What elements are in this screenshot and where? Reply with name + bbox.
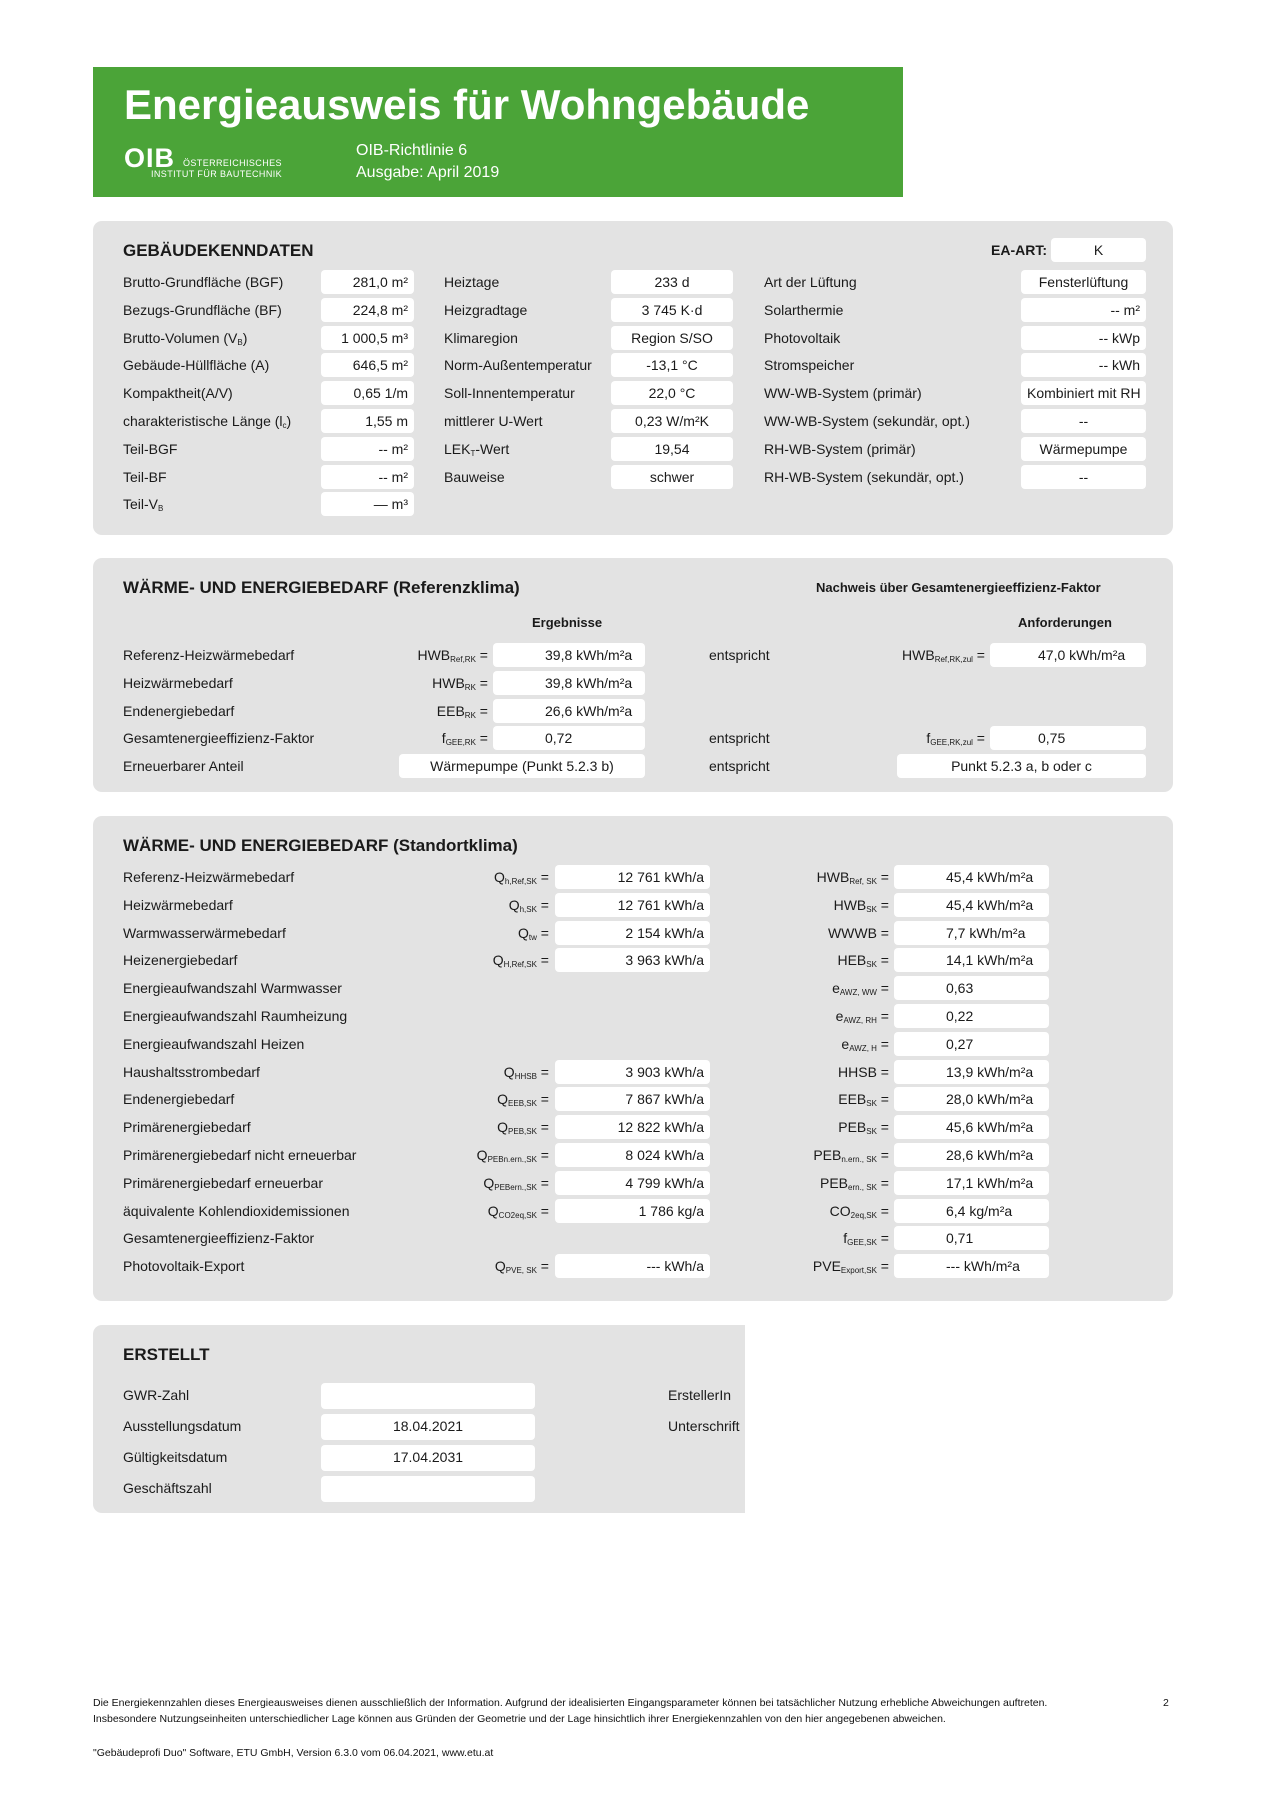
label-subscript: AWZ, RH — [843, 1016, 877, 1025]
document-title: Energieausweis für Wohngebäude — [124, 81, 810, 128]
label-subscript: T — [470, 448, 476, 458]
site-label: Primärenergiebedarf erneuerbar — [123, 1174, 323, 1191]
site-s-value: 0,22 — [894, 1004, 1049, 1028]
created-label: Geschäftszahl — [123, 1480, 212, 1496]
system-label: Photovoltaik — [764, 329, 841, 346]
climate-label: mittlerer U-Wert — [444, 413, 543, 429]
climate-value: schwer — [611, 465, 733, 489]
disclaimer-line1: Die Energiekennzahlen dieses Energieausweises dienen ausschließlich der Information. Aufgrund der idealisierten Eingangsparameter können bei tatsächlicher Nutzung erhebliche Abweichungen auftreten. — [93, 1697, 1048, 1709]
label-suffix: = — [876, 1035, 889, 1052]
label-subscript: GEE,RK,zul — [930, 738, 973, 748]
site-q-symbol — [495, 1257, 549, 1275]
site-s-value: 45,4 kWh/m²a — [894, 893, 1049, 917]
label-subscript: SK — [866, 960, 877, 970]
site-s-symbol — [838, 1118, 889, 1136]
label-suffix: = — [876, 1202, 889, 1219]
site-label: Endenergiebedarf — [123, 1091, 235, 1108]
site-s-symbol — [836, 1007, 889, 1025]
site-s-symbol — [841, 1035, 889, 1053]
creator-label: ErstellerIn — [668, 1387, 732, 1403]
institute-line2: INSTITUT FÜR BAUTECHNIK — [151, 169, 283, 179]
label-text: HWB — [417, 647, 451, 663]
building-value: -- m² — [321, 437, 414, 461]
site-s-symbol — [837, 951, 889, 969]
climate-label: Heizgradtage — [444, 301, 528, 318]
site-label: Heizenergiebedarf — [123, 952, 238, 969]
climate-value: 22,0 °C — [611, 381, 733, 405]
climate-label: Soll-Innentemperatur — [444, 385, 575, 402]
disclaimer-line2: Insbesondere Nutzungseinheiten unterschiedlicher Lage können aus Gründen der Geometrie und der Lage hinsichtlich ihrer Energiekennzahlen von den hier angegebenen abweichen. — [93, 1713, 946, 1725]
site-s-value: 7,7 kWh/m²a — [894, 921, 1049, 945]
label-subscript: HHSB — [514, 1071, 537, 1081]
site-s-value: 45,6 kWh/m²a — [894, 1115, 1049, 1139]
label-suffix: = — [972, 647, 985, 663]
system-value: -- kWp — [1021, 326, 1146, 350]
climate-label: Klimaregion — [444, 329, 518, 346]
label-text: CO — [829, 1202, 851, 1219]
site-label: Energieaufwandszahl Raumheizung — [123, 1008, 348, 1024]
climate-value: Region S/SO — [611, 326, 733, 350]
label-text: Q — [503, 1063, 515, 1080]
building-section-title: GEBÄUDEKENNDATEN — [123, 241, 314, 260]
label-text: HWB — [902, 647, 935, 663]
system-value: Fensterlüftung — [1021, 270, 1146, 294]
label-text: PVE — [812, 1258, 841, 1275]
label-subscript: Ref,RK,zul — [934, 655, 973, 664]
label-suffix: = — [536, 869, 549, 885]
label-text: Q — [508, 896, 520, 913]
label-subscript: PVE, SK — [505, 1266, 537, 1276]
page-number: 2 — [1163, 1697, 1169, 1709]
label-suffix: = — [475, 647, 488, 663]
label-text: Brutto-Volumen (V — [123, 329, 238, 346]
site-s-value: 17,1 kWh/m²a — [894, 1171, 1049, 1195]
label-suffix: ) — [242, 329, 248, 346]
label-subscript: tw — [528, 932, 537, 942]
renewable-value: Wärmepumpe (Punkt 5.2.3 b) — [399, 754, 645, 778]
site-q-symbol — [488, 1202, 549, 1220]
label-text: PEB — [838, 1119, 867, 1136]
label-subscript: PEBern.,SK — [494, 1182, 537, 1192]
reference-climate-panel — [93, 558, 1173, 792]
site-q-symbol — [483, 1174, 549, 1192]
label-subscript: n.ern., SK — [841, 1155, 877, 1164]
site-q-value: --- kWh/a — [555, 1254, 710, 1278]
system-label: Art der Lüftung — [764, 274, 857, 290]
site-q-value: 12 761 kWh/a — [555, 865, 710, 889]
building-value: 1 000,5 m³ — [321, 326, 414, 350]
building-label: Kompaktheit(A/V) — [123, 385, 233, 402]
requirement-symbol — [902, 646, 985, 664]
label-subscript: GEE,SK — [847, 1238, 877, 1248]
label-text: HWB — [816, 869, 850, 885]
label-text: HHSB — [838, 1063, 877, 1080]
label-text: WWWB — [827, 924, 877, 941]
label-text: Q — [494, 869, 505, 885]
site-s-symbol — [813, 1257, 889, 1275]
label-suffix: ) — [286, 413, 292, 429]
label-subscript: AWZ, H — [849, 1043, 877, 1053]
site-q-value: 8 024 kWh/a — [555, 1143, 710, 1167]
label-subscript: B — [237, 337, 243, 347]
system-value: -- — [1021, 465, 1146, 489]
reference-symbol — [437, 702, 488, 720]
site-label: Haushaltsstrombedarf — [123, 1063, 260, 1080]
label-subscript: c — [282, 421, 287, 430]
reference-value: 0,72 — [493, 726, 645, 750]
corresponds-label: entspricht — [709, 758, 770, 775]
system-value: Wärmepumpe — [1021, 437, 1146, 461]
site-s-symbol — [817, 868, 889, 886]
signature-label: Unterschrift — [668, 1418, 740, 1434]
label-suffix: = — [475, 702, 488, 719]
label-subscript: AWZ, WW — [839, 988, 877, 998]
label-text: LEK — [444, 440, 471, 457]
label-suffix: = — [876, 896, 889, 913]
climate-label: Bauweise — [444, 468, 505, 485]
system-label: WW-WB-System (primär) — [764, 385, 922, 402]
site-q-symbol — [518, 924, 549, 942]
climate-value: 19,54 — [611, 437, 733, 461]
label-text: f — [843, 1230, 848, 1247]
site-q-value: 7 867 kWh/a — [555, 1087, 710, 1111]
site-section-title: WÄRME- UND ENERGIEBEDARF (Standortklima) — [123, 836, 518, 855]
created-value: 17.04.2031 — [321, 1445, 535, 1471]
label-suffix: = — [536, 896, 549, 913]
label-text: Q — [497, 1119, 509, 1136]
guideline-label: OIB-Richtlinie 6 — [356, 142, 468, 159]
climate-value: 0,23 W/m²K — [611, 409, 733, 433]
label-text: f — [926, 730, 931, 747]
building-label: Teil-BGF — [123, 440, 178, 457]
climate-value: 3 745 K·d — [611, 298, 733, 322]
label-text: Q — [483, 1174, 495, 1191]
label-suffix: = — [876, 1119, 889, 1136]
site-label: äquivalente Kohlendioxidemissionen — [123, 1202, 350, 1219]
label-text: Teil-V — [123, 496, 159, 513]
label-subscript: ern., SK — [848, 1182, 877, 1192]
system-value: -- m² — [1021, 298, 1146, 322]
site-s-symbol — [834, 896, 889, 914]
label-suffix: = — [536, 1174, 549, 1191]
label-suffix: = — [876, 980, 889, 997]
site-label: Primärenergiebedarf nicht erneuerbar — [123, 1147, 357, 1163]
site-q-value: 3 903 kWh/a — [555, 1060, 710, 1084]
label-text: HEB — [837, 952, 867, 969]
reference-value: 26,6 kWh/m²a — [493, 699, 645, 723]
label-text: PEB — [813, 1147, 842, 1163]
building-label — [123, 412, 291, 430]
label-suffix: = — [536, 1258, 549, 1275]
site-s-symbol — [832, 979, 889, 997]
created-value: 18.04.2021 — [321, 1414, 535, 1440]
label-subscript: SK — [866, 1099, 877, 1109]
site-q-value: 4 799 kWh/a — [555, 1171, 710, 1195]
created-label: Ausstellungsdatum — [123, 1418, 242, 1434]
label-subscript: RK — [464, 682, 476, 692]
label-subscript: PEBn.ern.,SK — [487, 1155, 537, 1164]
label-subscript: Ref,RK — [450, 655, 476, 664]
label-text: EEB — [838, 1091, 867, 1108]
label-subscript: CO2eq,SK — [498, 1210, 537, 1220]
label-subscript: B — [158, 504, 164, 514]
site-s-value: 6,4 kg/m²a — [894, 1199, 1049, 1223]
site-q-value: 12 822 kWh/a — [555, 1115, 710, 1139]
reference-symbol — [417, 646, 488, 664]
reference-symbol — [442, 729, 488, 747]
label-text: e — [835, 1008, 844, 1024]
label-subscript: RK — [464, 710, 476, 720]
oib-logo: OIB — [124, 143, 176, 173]
label-subscript: h,Ref,SK — [504, 877, 537, 886]
building-value: 646,5 m² — [321, 353, 414, 377]
ea-art-value: K — [1051, 238, 1146, 262]
label-suffix: = — [536, 952, 549, 969]
site-q-symbol — [477, 1146, 549, 1164]
building-value: 1,55 m — [321, 409, 414, 433]
site-label: Gesamtenergieeffizienz-Faktor — [123, 1230, 315, 1247]
site-s-value: 28,0 kWh/m²a — [894, 1087, 1049, 1111]
label-subscript: GEE,RK — [445, 738, 476, 748]
reference-value: 39,8 kWh/m²a — [493, 643, 645, 667]
label-text: HWB — [432, 674, 465, 691]
requirement-value: 47,0 kWh/m²a — [990, 643, 1146, 667]
site-s-value: 28,6 kWh/m²a — [894, 1143, 1049, 1167]
site-label: Primärenergiebedarf — [123, 1119, 251, 1136]
system-label: WW-WB-System (sekundär, opt.) — [764, 413, 970, 429]
label-subscript: EEB,SK — [508, 1099, 537, 1109]
climate-value: -13,1 °C — [611, 353, 733, 377]
label-suffix: = — [876, 952, 889, 969]
label-suffix: = — [536, 1119, 549, 1136]
site-label: Energieaufwandszahl Heizen — [123, 1035, 305, 1052]
label-text: EEB — [436, 702, 465, 719]
label-suffix: = — [876, 1174, 889, 1191]
label-suffix: = — [876, 924, 889, 941]
institute-line1: ÖSTERREICHISCHES — [183, 158, 282, 168]
site-s-symbol — [843, 1229, 889, 1247]
site-q-symbol — [494, 868, 549, 886]
software-info: "Gebäudeprofi Duo" Software, ETU GmbH, Version 6.3.0 vom 06.04.2021, www.etu.at — [93, 1747, 494, 1759]
climate-value: 233 d — [611, 270, 733, 294]
label-text: e — [841, 1035, 850, 1052]
label-subscript: SK — [866, 904, 877, 914]
label-text: charakteristische Länge (l — [123, 413, 283, 429]
site-s-symbol — [828, 924, 889, 942]
system-value: Kombiniert mit RH — [1021, 381, 1146, 405]
corresponds-label: entspricht — [709, 730, 770, 747]
reference-label: Heizwärmebedarf — [123, 674, 233, 691]
label-text: HWB — [833, 896, 867, 913]
site-s-symbol — [830, 1202, 889, 1220]
label-suffix: = — [536, 1202, 549, 1219]
requirements-header: Anforderungen — [1018, 615, 1112, 630]
building-value: 0,65 1/m — [321, 381, 414, 405]
site-label: Energieaufwandszahl Warmwasser — [123, 980, 342, 997]
label-text: PEB — [820, 1174, 849, 1191]
site-s-value: 14,1 kWh/m²a — [894, 948, 1049, 972]
reference-section-title: WÄRME- UND ENERGIEBEDARF (Referenzklima) — [123, 578, 520, 597]
reference-value: 39,8 kWh/m²a — [493, 671, 645, 695]
ea-art-label: EA-ART: — [991, 242, 1047, 258]
label-text: f — [441, 730, 446, 747]
site-s-value: --- kWh/m²a — [894, 1254, 1049, 1278]
reference-label: Referenz-Heizwärmebedarf — [123, 647, 295, 663]
label-text: Q — [476, 1147, 488, 1163]
site-q-symbol — [493, 951, 549, 969]
label-subscript: H,Ref,SK — [503, 960, 537, 970]
site-q-value: 2 154 kWh/a — [555, 921, 710, 945]
header-banner — [93, 67, 903, 197]
building-label — [123, 329, 247, 347]
building-label: Teil-BF — [123, 468, 167, 485]
building-data-panel — [93, 221, 1173, 535]
building-label: Bezugs-Grundfläche (BF) — [123, 301, 282, 318]
building-label — [123, 495, 163, 513]
site-s-value: 0,63 — [894, 976, 1049, 1000]
label-suffix: = — [876, 1230, 889, 1247]
label-suffix: -Wert — [475, 440, 510, 457]
label-subscript: 2eq,SK — [850, 1210, 877, 1220]
created-label: Gültigkeitsdatum — [123, 1449, 228, 1465]
site-s-value: 13,9 kWh/m²a — [894, 1060, 1049, 1084]
site-climate-panel — [93, 816, 1173, 1301]
reference-label: Endenergiebedarf — [123, 702, 235, 719]
requirement-value: 0,75 — [990, 726, 1146, 750]
site-label: Heizwärmebedarf — [123, 896, 233, 913]
site-label: Referenz-Heizwärmebedarf — [123, 869, 295, 885]
requirement-symbol — [926, 729, 985, 747]
label-subscript: h,SK — [519, 904, 537, 914]
site-q-value: 1 786 kg/a — [555, 1199, 710, 1223]
site-s-symbol — [838, 1063, 889, 1081]
label-text: Q — [497, 1091, 509, 1108]
site-label: Photovoltaik-Export — [123, 1258, 245, 1275]
edition-label: Ausgabe: April 2019 — [356, 164, 500, 181]
building-label: Brutto-Grundfläche (BGF) — [123, 274, 284, 290]
site-s-symbol — [820, 1174, 889, 1192]
label-text: Q — [487, 1202, 499, 1219]
proof-title: Nachweis über Gesamtenergieeffizienz-Faktor — [816, 580, 1101, 595]
site-s-symbol — [838, 1090, 889, 1108]
system-label: Stromspeicher — [764, 357, 855, 374]
renewable-requirement: Punkt 5.2.3 a, b oder c — [897, 754, 1146, 778]
site-q-value: 12 761 kWh/a — [555, 893, 710, 917]
label-suffix: = — [475, 730, 488, 747]
label-text: Q — [492, 952, 504, 969]
climate-label: Norm-Außentemperatur — [444, 357, 592, 374]
site-s-value: 45,4 kWh/m²a — [894, 865, 1049, 889]
label-suffix: = — [475, 674, 488, 691]
label-text: e — [832, 980, 840, 997]
system-label: Solarthermie — [764, 301, 844, 318]
label-subscript: SK — [866, 1127, 877, 1137]
label-suffix: = — [536, 924, 549, 941]
climate-label: Heiztage — [444, 274, 500, 290]
site-q-symbol — [509, 896, 549, 914]
label-suffix: = — [876, 1258, 889, 1275]
label-suffix: = — [536, 1091, 549, 1108]
label-subscript: Ref, SK — [849, 877, 877, 886]
created-label: GWR-Zahl — [123, 1387, 190, 1403]
system-value: -- — [1021, 409, 1146, 433]
label-suffix: = — [876, 1008, 889, 1024]
created-value — [321, 1476, 535, 1502]
system-label: RH-WB-System (primär) — [764, 440, 916, 457]
reference-symbol — [432, 674, 488, 692]
label-subscript: PEB,SK — [508, 1127, 537, 1137]
created-value — [321, 1383, 535, 1409]
results-header: Ergebnisse — [532, 615, 603, 630]
climate-label — [444, 440, 509, 458]
corresponds-label: entspricht — [709, 647, 770, 663]
site-label: Warmwasserwärmebedarf — [123, 924, 286, 941]
building-value: 281,0 m² — [321, 270, 414, 294]
label-suffix: = — [876, 869, 889, 885]
building-label: Gebäude-Hüllfläche (A) — [123, 357, 270, 374]
site-q-symbol — [497, 1118, 549, 1136]
label-suffix: = — [536, 1063, 549, 1080]
label-suffix: = — [876, 1091, 889, 1108]
label-text: Q — [494, 1258, 506, 1275]
site-s-value: 0,71 — [894, 1226, 1049, 1250]
label-suffix: = — [876, 1063, 889, 1080]
system-label: RH-WB-System (sekundär, opt.) — [764, 468, 964, 485]
created-panel — [93, 1325, 745, 1513]
label-text: Q — [518, 924, 529, 941]
label-subscript: Export,SK — [840, 1266, 877, 1276]
site-s-symbol — [813, 1146, 889, 1164]
label-suffix: = — [536, 1147, 549, 1163]
site-q-symbol — [504, 1063, 549, 1081]
label-suffix: = — [972, 730, 985, 747]
created-section-title: ERSTELLT — [123, 1345, 210, 1364]
system-value: -- kWh — [1021, 353, 1146, 377]
label-suffix: = — [876, 1147, 889, 1163]
site-s-value: 0,27 — [894, 1032, 1049, 1056]
renewable-label: Erneuerbarer Anteil — [123, 758, 244, 775]
reference-label: Gesamtenergieeffizienz-Faktor — [123, 730, 315, 747]
site-q-value: 3 963 kWh/a — [555, 948, 710, 972]
site-q-symbol — [497, 1090, 549, 1108]
building-value: -- m² — [321, 465, 414, 489]
building-value: — m³ — [321, 492, 414, 516]
building-value: 224,8 m² — [321, 298, 414, 322]
